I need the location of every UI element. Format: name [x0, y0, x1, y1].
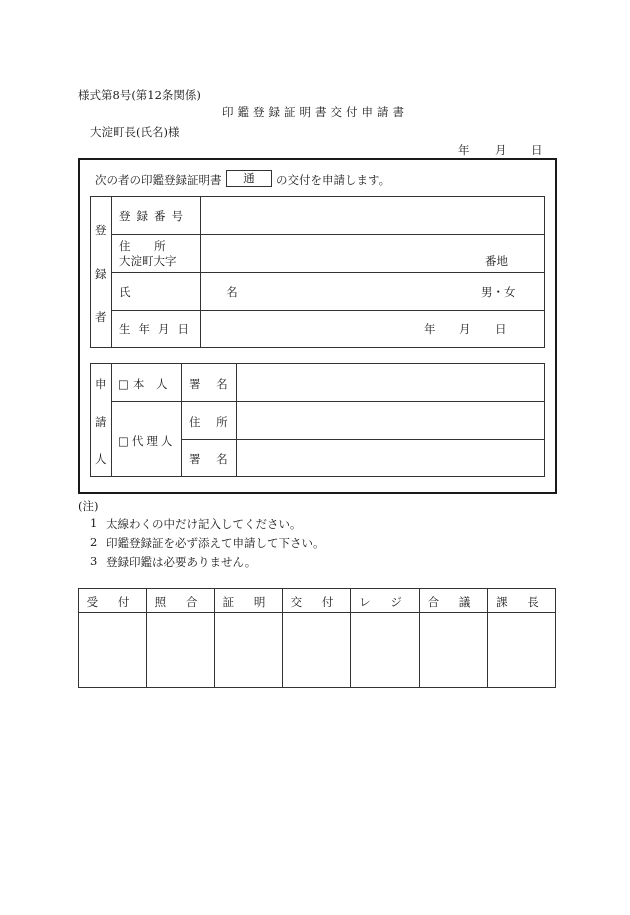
name-label: 氏 名 [119, 285, 284, 299]
office-header-verify: 照 合 [154, 595, 206, 609]
date-year-label: 年 [458, 143, 470, 157]
note-text: 印鑑登録証を必ず添えて申請して下さい。 [106, 536, 325, 550]
request-prefix: 次の者の印鑑登録証明書 [95, 173, 222, 187]
registrant-side-char-3: 者 [95, 310, 107, 324]
form-number: 様式第8号(第12条関係) [78, 88, 201, 102]
note-number: 2 [90, 535, 98, 549]
office-header-issue: 交 付 [290, 595, 342, 609]
document-title: 印鑑登録証明書交付申請書 [222, 105, 408, 119]
applicant-side-char-3: 人 [95, 452, 107, 466]
birth-day-label: 日 [495, 322, 507, 336]
name-field[interactable] [200, 273, 470, 309]
office-header-reception: 受 付 [86, 595, 138, 609]
self-sign-label: 署 名 [189, 377, 234, 391]
birth-date-field[interactable] [200, 311, 410, 347]
registrant-side-char-2: 録 [95, 267, 107, 281]
office-header-register: レ ジ [359, 595, 410, 609]
reg-number-field[interactable] [200, 197, 544, 233]
date-month-label: 月 [495, 143, 507, 157]
proxy-sign-field[interactable] [237, 440, 544, 476]
note-text: 登録印鑑は必要ありません。 [106, 555, 257, 569]
copies-field[interactable] [226, 170, 272, 187]
self-sign-field[interactable] [237, 364, 544, 400]
birth-year-label: 年 [424, 322, 436, 336]
reg-number-label: 登録番号 [119, 209, 189, 223]
address-field[interactable] [200, 235, 480, 271]
birth-label: 生年月日 [119, 322, 197, 336]
addressee: 大淀町長(氏名)様 [90, 125, 180, 139]
office-header-certify: 証 明 [222, 595, 274, 609]
gender-option[interactable]: 男・女 [481, 285, 516, 299]
note-text: 太線わくの中だけ記入してください。 [106, 517, 302, 531]
registrant-side-char-1: 登 [95, 223, 107, 237]
address-prefix: 大淀町大字 [119, 254, 177, 268]
address-label: 住 所 [119, 239, 176, 253]
address-suffix: 番地 [485, 254, 508, 268]
proxy-checkbox[interactable]: □代理人 [118, 434, 176, 448]
birth-month-label: 月 [459, 322, 471, 336]
proxy-address-field[interactable] [237, 402, 544, 438]
self-checkbox[interactable]: □本 人 [118, 377, 172, 391]
notes-heading: (注) [78, 499, 99, 513]
proxy-address-label: 住 所 [189, 415, 234, 429]
copies-unit: 通 [243, 171, 255, 185]
note-number: 1 [90, 516, 98, 530]
note-number: 3 [90, 554, 98, 568]
date-day-label: 日 [531, 143, 543, 157]
applicant-side-char-2: 請 [95, 415, 107, 429]
request-suffix: の交付を申請します。 [276, 173, 391, 187]
applicant-side-char-1: 申 [95, 377, 107, 391]
office-header-chief: 課 長 [496, 595, 547, 609]
proxy-sign-label: 署 名 [189, 452, 234, 466]
office-header-consult: 合 議 [427, 595, 479, 609]
